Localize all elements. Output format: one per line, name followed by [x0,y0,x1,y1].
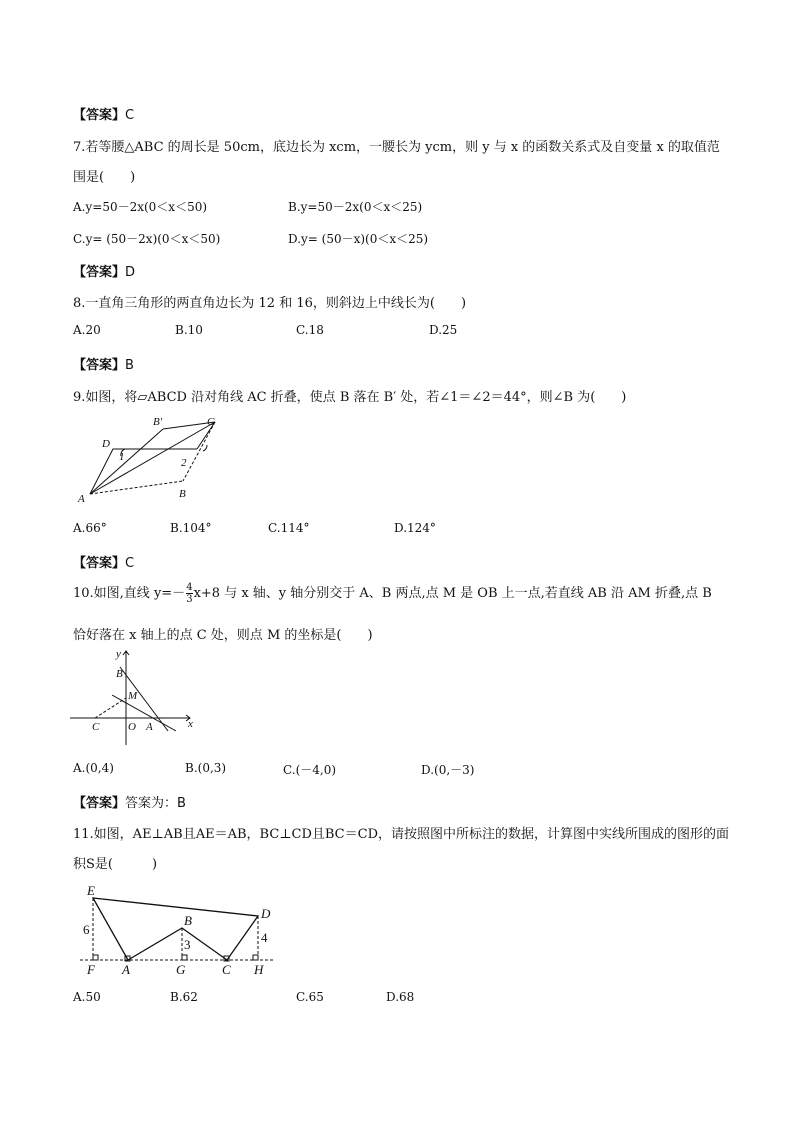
answer-label: 【答案】 [73,556,126,571]
answer-q7 [73,261,135,280]
q8-option-c: C.18 [296,323,324,337]
fraction [186,582,192,605]
q11-option-a: A.50 [73,990,101,1004]
q10-text-post: x+8 与 x 轴、y 轴分别交于 A、B 两点,点 M 是 OB 上一点,若直线 AB 沿 AM 折叠,点 B [193,586,712,601]
answer-q8 [73,354,134,373]
q9-option-d: D.124° [394,521,436,535]
q9-parallelogram-figure [75,413,225,503]
answer-q6 [73,104,134,123]
label-c: C [207,416,215,428]
q10-option-b: B.(0,3) [185,761,227,775]
q7-option-b: B.y=50－2x(0＜x＜25) [288,200,423,214]
question-11-line1: 11.如图，AE⊥AB且AE＝AB，BC⊥CD且BC＝CD，请按照图中所标注的数据，计算图中实线所围成的图形的面 [73,827,729,842]
label-m: M [128,690,138,702]
q8-option-a: A.20 [73,323,101,337]
angle-2-label: 2 [181,457,187,469]
label-f: F [87,962,95,977]
length-4-label: 4 [261,930,268,945]
q7-option-a: A.y=50－2x(0＜x＜50) [73,200,208,214]
q10-text-pre: 10.如图,直线 y=－ [73,586,186,601]
label-e: E [87,883,95,898]
label-o: O [128,721,136,733]
q11-area-figure [80,882,280,977]
answer-label: 【答案】 [73,265,126,280]
label-c: C [92,721,100,733]
axis-x-label: x [188,718,193,730]
question-7-line1: 7.若等腰△ABC 的周长是 50cm，底边长为 xcm，一腰长为 ycm，则 y 与 x 的函数关系式及自变量 x 的取值范 [73,140,720,155]
fraction-numerator: 4 [186,582,193,593]
label-d: D [261,906,271,921]
answer-label: 【答案】 [73,796,126,811]
question-10-line2: 恰好落在 x 轴上的点 C 处，则点 M 的坐标是( ) [73,628,373,643]
q7-option-c: C.y= (50－2x)(0＜x＜50) [73,232,221,246]
question-11-line2: 积S是( ) [73,857,158,872]
label-a: A [78,493,85,505]
label-b: B [179,488,186,500]
answer-value: C [125,556,135,571]
answer-value: C [125,108,135,123]
answer-value: 答案为：B [125,796,186,811]
answer-value: D [125,265,136,280]
label-a: A [122,962,130,977]
question-10-line1 [73,582,712,605]
q10-option-a: A.(0,4) [73,761,114,775]
answer-value: B [125,358,134,373]
q9-option-a: A.66° [73,521,107,535]
q11-option-b: B.62 [170,990,198,1004]
angle-1-label: 1 [119,451,125,463]
q10-option-c: C.(－4,0) [283,763,337,777]
answer-label: 【答案】 [73,108,126,123]
q9-option-c: C.114° [268,521,310,535]
question-8-text: 8.一直角三角形的两直角边长为 12 和 16，则斜边上中线长为( ) [73,296,467,311]
q9-option-b: B.104° [170,521,212,535]
q7-option-d: D.y= (50－x)(0＜x＜25) [288,232,429,246]
axis-y-label: y [116,648,121,660]
q10-option-d: D.(0,－3) [421,763,475,777]
fraction-denominator: 3 [186,594,193,605]
label-b-prime: B′ [153,416,163,428]
q8-option-d: D.25 [429,323,458,337]
answer-label: 【答案】 [73,358,126,373]
length-3-label: 3 [184,937,191,952]
label-d: D [102,438,110,450]
question-9-text: 9.如图，将▱ABCD 沿对角线 AC 折叠，使点 B 落在 B′ 处，若∠1＝∠2＝44°，则∠B 为( ) [73,390,627,405]
label-c: C [222,962,231,977]
q11-option-d: D.68 [386,990,415,1004]
label-b: B [116,668,123,680]
answer-q10 [73,792,186,811]
label-h: H [254,962,264,977]
answer-q9 [73,552,134,571]
q10-coordinate-figure [70,647,200,747]
q8-option-b: B.10 [175,323,203,337]
label-g: G [176,962,186,977]
length-6-label: 6 [83,922,90,937]
q11-option-c: C.65 [296,990,324,1004]
question-7-line2: 围是( ) [73,170,136,185]
label-a: A [146,721,153,733]
label-b: B [184,913,192,928]
